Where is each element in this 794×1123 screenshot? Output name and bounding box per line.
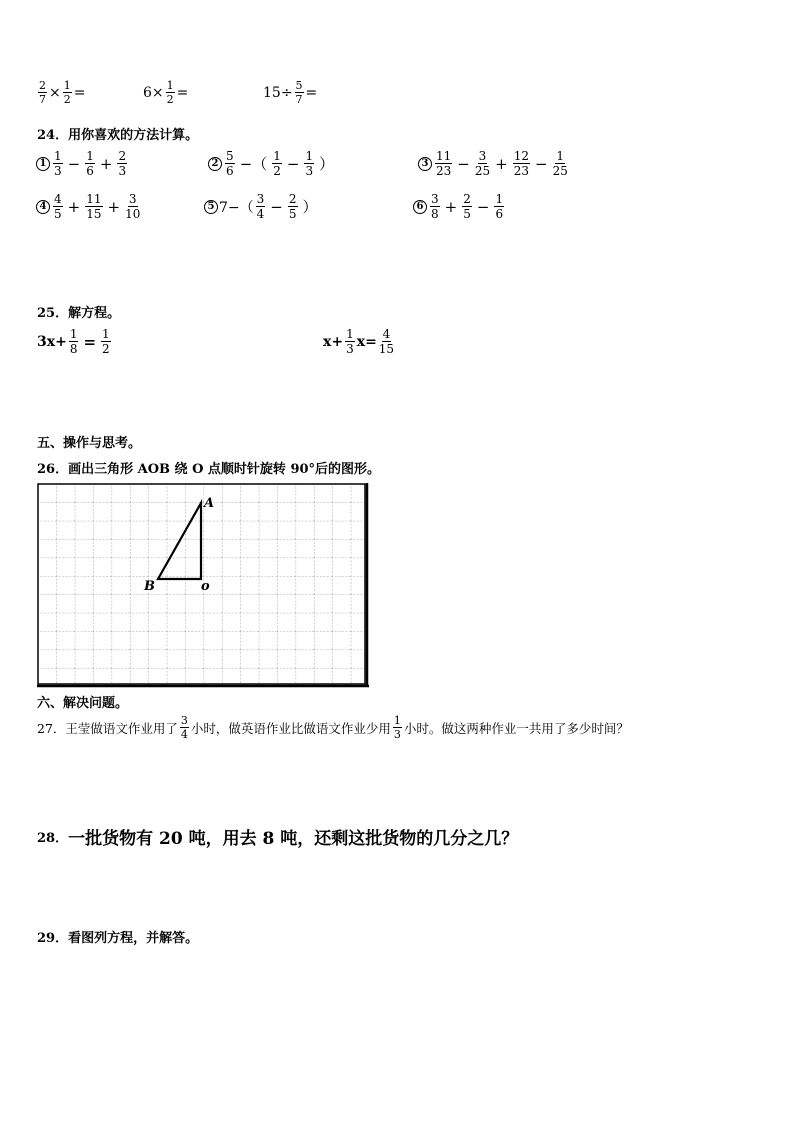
fraction: $\frac{3}{10}$ — [125, 192, 141, 221]
section-6-heading: 六、解决问题。 — [37, 696, 129, 711]
fraction: $\frac{5}{7}$ — [295, 79, 303, 106]
fraction: $\frac{1}{3}$ — [346, 327, 354, 356]
question-26-title: 26．画出三角形 AOB 绕 O 点顺时针旋转 90°后的图形。 — [37, 462, 381, 477]
fraction: $\frac{1}{2}$ — [273, 149, 281, 178]
question-25-title: 25．解方程。 — [37, 306, 121, 321]
fraction: $\frac{1}{8}$ — [69, 327, 78, 356]
circled-number: 4 — [36, 200, 50, 214]
circled-number: 1 — [36, 157, 50, 171]
label-b: B — [144, 579, 155, 594]
fraction: $\frac{2}{3}$ — [118, 149, 127, 178]
problem-24-1: 1 $\frac{1}{3}$ − $\frac{1}{6}$ + $\frac{2}{3}$ — [36, 150, 129, 177]
equation-2: x+ $\frac{1}{3}$ x= $\frac{4}{15}$ — [323, 327, 395, 356]
fraction: $\frac{2}{5}$ — [463, 192, 471, 221]
top-expression-1: $\frac{2}{7}$ × $\frac{1}{2}$ = — [39, 79, 86, 106]
fraction: $\frac{1}{3}$ — [54, 149, 62, 178]
fraction: $\frac{1}{2}$ — [102, 327, 110, 356]
fraction: $\frac{3}{25}$ — [474, 149, 491, 178]
circled-number: 6 — [413, 200, 427, 214]
question-24-title: 24．用你喜欢的方法计算。 — [37, 128, 199, 143]
top-expression-3: 15÷ $\frac{5}{7}$ = — [263, 79, 318, 106]
fraction: $\frac{1}{6}$ — [495, 192, 504, 221]
problem-24-5: 5 7−（ $\frac{3}{4}$ − $\frac{2}{5}$ ） — [204, 193, 321, 220]
equation-1: 3x+ $\frac{1}{8}$ = $\frac{1}{2}$ — [37, 327, 110, 356]
question-29-title: 29．看图列方程，并解答。 — [37, 931, 199, 946]
problem-24-4: 4 $\frac{4}{5}$ + $\frac{11}{15}$ + $\frac{3}{10}$ — [36, 193, 142, 220]
circled-number: 3 — [418, 157, 432, 171]
fraction: $\frac{3}{8}$ — [431, 192, 439, 221]
circled-number: 5 — [204, 200, 218, 214]
fraction: $\frac{1}{2}$ — [166, 79, 174, 106]
section-5-heading: 五、操作与思考。 — [37, 436, 142, 451]
fraction: $\frac{12}{23}$ — [513, 149, 529, 178]
fraction: $\frac{3}{4}$ — [256, 192, 265, 221]
fraction: $\frac{2}{7}$ — [39, 79, 46, 106]
question-27: 27．王莹做语文作业用了 $\frac{3}{4}$ 小时，做英语作业比做语文作业少用 $\frac{1}{3}$ 小时。做这两种作业一共用了多少时间？ — [37, 714, 629, 741]
fraction: $\frac{1}{6}$ — [86, 149, 94, 178]
label-o: o — [201, 579, 210, 594]
fraction: $\frac{3}{4}$ — [180, 714, 188, 741]
fraction: $\frac{5}{6}$ — [226, 149, 234, 178]
fraction: $\frac{1}{3}$ — [305, 149, 314, 178]
circled-number: 2 — [208, 157, 222, 171]
fraction: $\frac{11}{23}$ — [436, 149, 452, 178]
grid-figure — [37, 483, 369, 688]
fraction: $\frac{11}{15}$ — [86, 192, 102, 221]
top-expression-2: 6× $\frac{1}{2}$ = — [143, 79, 189, 106]
fraction: $\frac{2}{5}$ — [288, 192, 297, 221]
problem-24-2: 2 $\frac{5}{6}$ −（ $\frac{1}{2}$ − $\frac{1}{3}$ ） — [208, 150, 337, 177]
fraction: $\frac{4}{5}$ — [54, 192, 62, 221]
problem-24-6: 6 $\frac{3}{8}$ + $\frac{2}{5}$ − $\frac{1}{6}$ — [413, 193, 506, 220]
fraction: $\frac{1}{3}$ — [393, 714, 401, 741]
question-28: 28． 一批货物有 20 吨，用去 8 吨，还剩这批货物的几分之几？ — [37, 829, 519, 849]
fraction: $\frac{1}{2}$ — [63, 79, 71, 106]
fraction: $\frac{1}{25}$ — [552, 149, 568, 178]
problem-24-3: 3 $\frac{11}{23}$ − $\frac{3}{25}$ + $\frac{12}{23}$ − $\frac{1}{25}$ — [418, 150, 570, 177]
label-a: A — [204, 496, 215, 511]
fraction: $\frac{4}{15}$ — [378, 327, 395, 356]
